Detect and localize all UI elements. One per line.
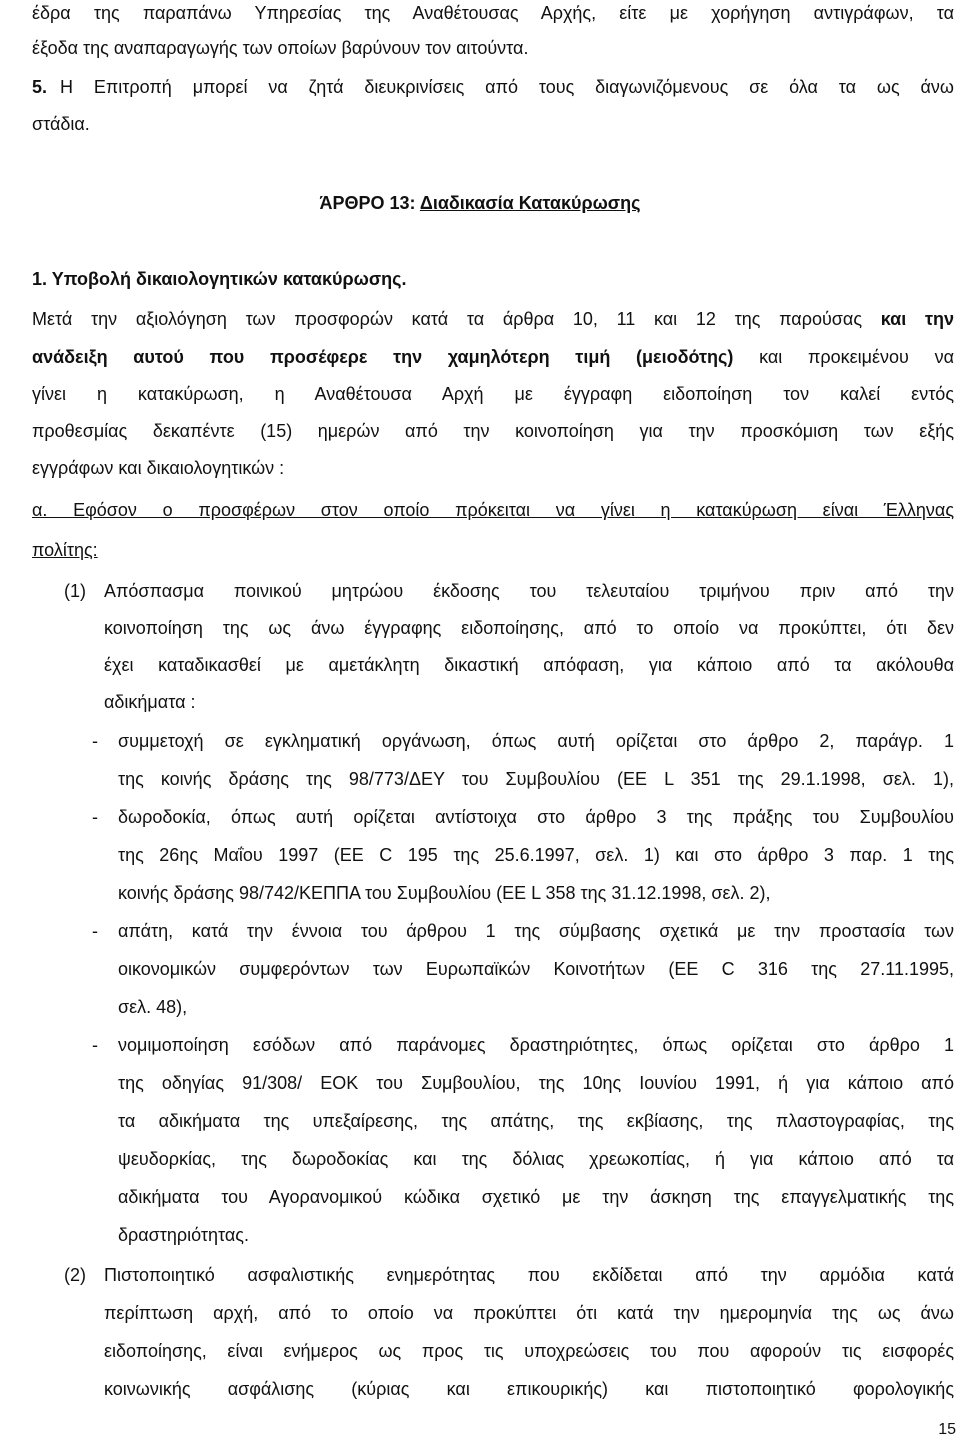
item-2-line-3: ειδοποίησης, είναι ενήμερος ως προς τις υποχρεώσεις του που αφορούν τις εισφορές (104, 1341, 954, 1361)
offence-4-line-3: τα αδικήματα της υπεξαίρεσης, της απάτης, της εκβίασης, της πλαστογραφίας, της (118, 1111, 954, 1131)
offence-4-line-2: της οδηγίας 91/308/ ΕΟΚ του Συμβουλίου, της 10ης Ιουνίου 1991, ή για κάποιο από (118, 1073, 954, 1093)
bullet-dash: - (92, 1035, 98, 1055)
main-line-4: προθεσμίας δεκαπέντε (15) ημερών από την κοινοποίηση για την προσκόμιση των εξής (32, 421, 954, 441)
bullet-dash: - (92, 921, 98, 941)
item-1-line-3: έχει καταδικασθεί με αμετάκλητη δικαστική απόφαση, για κάποιο από τα ακόλουθα (104, 655, 954, 675)
offence-3-line-3: σελ. 48), (118, 997, 188, 1017)
offence-3-line-2: οικονομικών συμφερόντων των Ευρωπαϊκών Κοινοτήτων (ΕΕ C 316 της 27.11.1995, (118, 959, 954, 979)
item-2-line-4: κοινωνικής ασφάλισης (κύριας και επικουρικής) και πιστοποιητικό φορολογικής (104, 1379, 954, 1399)
item-2-number: (2) (64, 1265, 86, 1285)
article-title: Διαδικασία Κατακύρωσης (419, 193, 641, 213)
continued-line-2: έξοδα της αναπαραγωγής των οποίων βαρύνουν τον αιτούντα. (32, 38, 529, 58)
offence-4-line-6: δραστηριότητας. (118, 1225, 249, 1245)
main-line-2: ανάδειξη αυτού που προσέφερε την χαμηλότερη τιμή (μειοδότης) και προκειμένου να (32, 347, 954, 367)
item-1-line-1: Απόσπασμα ποινικού μητρώου έκδοσης του τελευταίου τριμήνου πριν από την (104, 581, 954, 601)
clause-a-line-2: πολίτης: (32, 540, 98, 560)
offence-3-line-1: απάτη, κατά την έννοια του άρθρου 1 της σύμβασης σχετικά με την προστασία των (118, 921, 954, 941)
offence-4-line-1: νομιμοποίηση εσόδων από παράνομες δραστηριότητες, όπως ορίζεται στο άρθρο 1 (118, 1035, 954, 1055)
page-number: 15 (938, 1421, 956, 1438)
paragraph-5-line-2: στάδια. (32, 114, 90, 134)
clause-a-line-1: α. Εφόσον ο προσφέρων στον οποίο πρόκειται να γίνει η κατακύρωση είναι Έλληνας (32, 500, 954, 520)
paragraph-5-line-1: Η Επιτροπή μπορεί να ζητά διευκρινίσεις από τους διαγωνιζόμενους σε όλα τα ως άνω (60, 77, 954, 97)
article-number: ΆΡΘΡΟ 13: (319, 193, 416, 213)
offence-2-line-3: κοινής δράσης 98/742/ΚΕΠΠΑ του Συμβουλίου (ΕΕ L 358 της 31.12.1998, σελ. 2), (118, 883, 771, 903)
continued-line-1: έδρα της παραπάνω Υπηρεσίας της Αναθέτουσας Αρχής, είτε με χορήγηση αντιγράφων, τα (32, 3, 954, 23)
offence-1-line-2: της κοινής δράσης της 98/773/ΔΕΥ του Συμβουλίου (ΕΕ L 351 της 29.1.1998, σελ. 1), (118, 769, 954, 789)
offence-4-line-4: ψευδορκίας, της δωροδοκίας και της δόλιας χρεωκοπίας, ή για κάποιο από τα (118, 1149, 954, 1169)
item-1-line-4: αδικήματα : (104, 692, 196, 712)
bullet-dash: - (92, 731, 98, 751)
main-line-5: εγγράφων και δικαιολογητικών : (32, 458, 285, 478)
article-heading (0, 186, 960, 221)
offence-4-line-5: αδικήματα του Αγορανομικού κώδικα σχετικό με την άσκηση της επαγγελματικής της (118, 1187, 954, 1207)
main-line-1: Μετά την αξιολόγηση των προσφορών κατά τα άρθρα 10, 11 και 12 της παρούσας και την (32, 309, 954, 329)
offence-1-line-1: συμμετοχή σε εγκληματική οργάνωση, όπως αυτή ορίζεται στο άρθρο 2, παράγρ. 1 (118, 731, 954, 751)
item-1-number: (1) (64, 581, 86, 601)
item-1-line-2: κοινοποίηση της ως άνω έγγραφης ειδοποίησης, από το οποίο να προκύπτει, ότι δεν (104, 618, 954, 638)
main-line-3: γίνει η κατακύρωση, η Αναθέτουσα Αρχή με έγγραφη ειδοποίηση τον καλεί εντός (32, 384, 954, 404)
item-2-line-1: Πιστοποιητικό ασφαλιστικής ενημερότητας που εκδίδεται από την αρμόδια κατά (104, 1265, 954, 1285)
item-2-line-2: περίπτωση αρχή, από το οποίο να προκύπτει ότι κατά την ημερομηνία της ως άνω (104, 1303, 954, 1323)
offence-2-line-1: δωροδοκία, όπως αυτή ορίζεται αντίστοιχα στο άρθρο 3 της πράξης του Συμβουλίου (118, 807, 954, 827)
paragraph-5-number: 5. (32, 77, 48, 97)
offence-2-line-2: της 26ης Μαΐου 1997 (ΕΕ C 195 της 25.6.1997, σελ. 1) και στο άρθρο 3 παρ. 1 της (118, 845, 954, 865)
section-1-heading: 1. Υποβολή δικαιολογητικών κατακύρωσης. (32, 269, 407, 289)
bullet-dash: - (92, 807, 98, 827)
